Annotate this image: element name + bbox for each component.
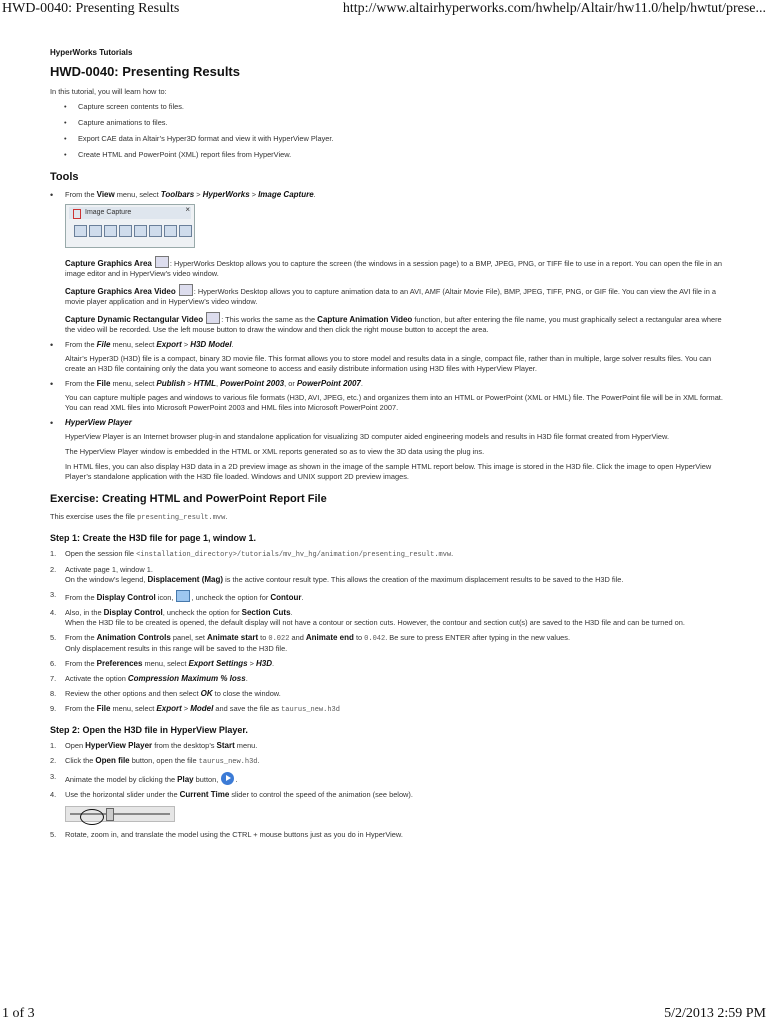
text-fragment: , uncheck the option for — [162, 608, 242, 617]
text-fragment: menu, select — [142, 659, 189, 668]
list-item — [50, 608, 730, 628]
print-footer — [0, 1006, 768, 1024]
text-fragment: Contour — [270, 593, 302, 602]
close-icon[interactable]: × — [185, 205, 190, 214]
text-fragment: > — [181, 340, 191, 349]
text-fragment: HyperWorks — [202, 190, 250, 199]
h3d-desc: Altair’s Hyper3D (H3D) file is a compact, binary 3D movie file. This format allows you to store model and results data in a single, compact file, rather than in multiple, large solver results files. You can create an H3D file containing only the data you want someone to access and easily distribute information using H3D files with HyperView Player. — [65, 354, 712, 373]
text-fragment: Animate start — [207, 633, 259, 642]
text-fragment: Current Time — [179, 790, 230, 799]
text-fragment: . — [313, 190, 316, 199]
text-fragment: Display Control — [103, 608, 163, 617]
text-fragment: Open — [65, 741, 86, 750]
list-item — [50, 772, 730, 785]
capture-dynamic-icon — [206, 312, 220, 324]
text-fragment: When the H3D file to be created is opened, the default display will not have a contour or section cuts. However, the contour and section cut(s) are saved to the H3D file and can be turned on. — [65, 618, 685, 627]
text-fragment: function, but after entering the file name, you must graphically select a rectangular area where the video will be recorded. Use the left mouse button to draw the window and then click the right mouse button to accept the area. — [65, 315, 722, 334]
tools-heading: Tools — [50, 171, 79, 183]
text-fragment: Activate the option — [65, 674, 128, 683]
page-number: 1 of 3 — [2, 1006, 35, 1021]
text-fragment: 5. — [50, 830, 57, 839]
text-fragment: > — [185, 379, 194, 388]
text-fragment: 4. — [50, 608, 57, 617]
text-fragment: > — [181, 704, 191, 713]
text-fragment: Preferences — [96, 659, 143, 668]
text-fragment: button, — [193, 775, 221, 784]
text-fragment: Publish — [156, 379, 186, 388]
header-url[interactable]: http://www.altairhyperworks.com/hwhelp/Altair/hw11.0/help/hwtut/prese... — [342, 1, 766, 16]
exercise-heading: Exercise: Creating HTML and PowerPoint Report File — [50, 493, 327, 505]
text-fragment: 6. — [50, 659, 57, 668]
text-fragment: : HyperWorks Desktop allows you to capture animation data to an AVI, AMF (Altair Movie File), BMP, JPEG, TIFF, PNG, or GIF file. You can view the AVI file in a movie player application and in HyperView’s video window. — [65, 287, 716, 306]
text-fragment: Toolbars — [160, 190, 195, 199]
text-fragment: From the — [65, 659, 97, 668]
exercise-intro — [50, 512, 730, 523]
text-fragment: HyperView Player — [65, 418, 132, 427]
text-fragment: . — [235, 775, 238, 784]
print-header — [0, 0, 768, 20]
text-fragment: Capture Graphics Area Video — [65, 287, 176, 296]
text-fragment: Click the — [65, 756, 96, 765]
text-fragment: PowerPoint 2007 — [296, 379, 361, 388]
view-menu-line — [50, 190, 730, 200]
step2-heading: Step 2: Open the H3D file in HyperView Player. — [50, 725, 248, 735]
text-fragment: . Be sure to press ENTER after typing in the new values. — [385, 633, 571, 642]
capture-area-icon[interactable] — [74, 225, 87, 237]
text-fragment: . — [245, 674, 248, 683]
text-fragment: Animate the model by clicking the — [65, 775, 178, 784]
text-fragment: . — [257, 756, 260, 765]
text-fragment: menu, select — [114, 190, 161, 199]
text-fragment: Export — [156, 704, 182, 713]
file-export-line — [50, 340, 730, 350]
capture-video-icon[interactable] — [119, 225, 132, 237]
text-fragment: File — [96, 379, 111, 388]
text-fragment: : HyperWorks Desktop allows you to capture the screen (the windows in a session page) to a BMP, JPEG, PNG, or TIFF file to use in a report. You can open the file in an image editor and in HyperView’s video window. — [65, 259, 723, 278]
text-fragment: . — [231, 340, 234, 349]
text-fragment: Section Cuts — [241, 608, 291, 617]
header-title: HWD-0040: Presenting Results — [2, 1, 180, 16]
player-line — [50, 418, 730, 428]
text-fragment: and save the file as — [213, 704, 282, 713]
text-fragment: menu, select — [110, 340, 157, 349]
text-fragment: icon, — [155, 593, 176, 602]
text-fragment: menu. — [234, 741, 258, 750]
text-fragment: , or — [284, 379, 297, 388]
text-fragment: menu, select — [110, 379, 157, 388]
text-fragment: to — [353, 633, 365, 642]
text-fragment: Compression Maximum % loss — [127, 674, 246, 683]
list-item — [50, 790, 730, 800]
text-fragment: 5. — [50, 633, 57, 642]
slider-thumb[interactable] — [106, 808, 114, 821]
text-fragment: 8. — [50, 689, 57, 698]
text-fragment: . — [451, 549, 454, 558]
text-fragment: taurus_new.h3d — [281, 706, 340, 714]
text-fragment: Capture Dynamic Rectangular Video — [65, 315, 204, 324]
text-fragment: H3D — [256, 659, 273, 668]
text-fragment: Play — [177, 775, 194, 784]
text-fragment: 9. — [50, 704, 57, 713]
text-fragment: > — [247, 659, 257, 668]
list-item: • Capture animations to files. — [78, 118, 730, 128]
text-fragment: Rotate, zoom in, and translate the model using the CTRL + mouse buttons just as you do in HyperView. — [65, 830, 403, 839]
text-fragment: PowerPoint 2003 — [220, 379, 285, 388]
play-icon[interactable] — [221, 772, 234, 785]
current-time-slider[interactable] — [65, 806, 175, 822]
text-fragment: OK — [200, 689, 213, 698]
capture-area-icon — [155, 256, 169, 268]
text-fragment: Use the horizontal slider under the — [65, 790, 180, 799]
text-fragment: panel, set — [170, 633, 207, 642]
text-fragment: 0.022 — [268, 635, 290, 643]
text-fragment: slider to control the speed of the animation (see below). — [229, 790, 413, 799]
text-fragment: > — [194, 190, 203, 199]
list-item — [50, 704, 730, 715]
capture-dynamic-icon[interactable] — [164, 225, 177, 237]
text-fragment: presenting_result.mvw — [137, 514, 226, 522]
text-fragment: Activate page 1, window 1. — [65, 565, 153, 574]
text-fragment: From the — [65, 633, 97, 642]
capture-options-icon[interactable] — [179, 225, 192, 237]
text-fragment: From the — [65, 190, 97, 199]
text-fragment: is the active contour result type. This allows the creation of the maximum displacement results to be saved to the H3D file. — [223, 575, 624, 584]
list-item — [50, 674, 730, 684]
text-fragment: Capture Animation Video — [317, 315, 413, 324]
text-fragment: Also, in the — [65, 608, 104, 617]
capture-video-icon — [179, 284, 193, 296]
player-desc: In HTML files, you can also display H3D data in a 2D preview image as shown in the image of the sample HTML report below. This image is stored in the H3D file. Click the image to open HyperView Player’s standalone application with the H3D file loaded. Windows and UNIX support 2D preview images. — [65, 462, 712, 481]
text-fragment: HTML — [193, 379, 216, 388]
list-item — [50, 659, 730, 669]
list-item — [50, 549, 730, 560]
capture-video-icon[interactable] — [104, 225, 117, 237]
text-fragment: File — [96, 704, 111, 713]
list-item — [50, 741, 730, 751]
display-control-icon — [176, 590, 190, 602]
text-fragment: 3. — [50, 590, 57, 599]
publish-desc: You can capture multiple pages and windows to various file formats (H3D, AVI, JPEG, etc.) and organizes them into an HTML or PowerPoint (XML or HML) file. The PowerPoint file will be in XML format. You can read XML files into Microsoft PowerPoint 2003 and HML files into Microsoft PowerPoint 2007. — [65, 393, 723, 412]
text-fragment: Only displacement results in this range will be saved to the H3D file. — [65, 644, 288, 653]
text-fragment: . — [360, 379, 363, 388]
player-desc: The HyperView Player window is embedded in the HTML or XML reports generated so as to view the 3D data using the plug ins. — [65, 447, 485, 456]
text-fragment: Export Settings — [188, 659, 248, 668]
text-fragment: From the — [65, 340, 97, 349]
text-fragment: 3. — [50, 772, 57, 781]
list-item — [50, 633, 730, 654]
text-fragment: On the window’s legend, — [65, 575, 148, 584]
text-fragment: . — [225, 512, 228, 521]
player-desc: HyperView Player is an Internet browser plug-in and standalone application for visualizing 3D computer aided engineering models and results in H3D file format created from HyperView. — [65, 432, 670, 441]
text-fragment: Animation Controls — [96, 633, 171, 642]
text-fragment: to — [258, 633, 269, 642]
capture-area-icon[interactable] — [89, 225, 102, 237]
capture-video-desc — [50, 284, 730, 307]
text-fragment: and — [289, 633, 306, 642]
list-item — [50, 565, 730, 585]
text-fragment: HyperView Player — [85, 741, 153, 750]
text-fragment: . — [272, 659, 275, 668]
image-capture-toolbar — [65, 204, 195, 248]
text-fragment: taurus_new.h3d — [198, 758, 258, 766]
intro-text: In this tutorial, you will learn how to: — [50, 87, 167, 96]
text-fragment: Model — [190, 704, 214, 713]
text-fragment: Image Capture — [258, 190, 314, 199]
toolbar-title: Image Capture — [69, 207, 191, 219]
text-fragment: 7. — [50, 674, 57, 683]
page-title: HWD-0040: Presenting Results — [50, 64, 240, 79]
text-fragment: 1. — [50, 741, 57, 750]
text-fragment: Open the session file — [65, 549, 137, 558]
list-item — [50, 756, 730, 767]
text-fragment: 2. — [50, 565, 57, 574]
text-fragment: From the — [65, 379, 97, 388]
text-fragment: Displacement (Mag) — [147, 575, 224, 584]
text-fragment: : This works the same as the — [221, 315, 318, 324]
list-item: • Export CAE data in Altair’s Hyper3D format and view it with HyperView Player. — [78, 134, 730, 144]
list-item — [50, 830, 730, 840]
text-fragment: H3D Model — [190, 340, 232, 349]
text-fragment: . — [301, 593, 304, 602]
text-fragment: Review the other options and then select — [65, 689, 201, 698]
print-datetime: 5/2/2013 2:59 PM — [664, 1006, 766, 1021]
capture-dynamic-icon[interactable] — [149, 225, 162, 237]
text-fragment: This exercise uses the file — [50, 512, 138, 521]
text-fragment: Animate end — [305, 633, 354, 642]
text-fragment: menu, select — [110, 704, 157, 713]
objectives-list — [50, 102, 730, 160]
text-fragment: File — [96, 340, 111, 349]
text-fragment: Display Control — [96, 593, 156, 602]
text-fragment: > — [249, 190, 259, 199]
text-fragment: 0.042 — [364, 635, 386, 643]
list-item — [50, 590, 730, 603]
text-fragment: From the — [65, 593, 97, 602]
text-fragment: Capture Graphics Area — [65, 259, 152, 268]
capture-dynamic-desc — [50, 312, 730, 335]
text-fragment: View — [96, 190, 115, 199]
text-fragment: Export — [156, 340, 182, 349]
text-fragment: <installation_directory>/tutorials/mv_hv_hg/animation/presenting_result.mvw — [136, 551, 452, 559]
text-fragment: . — [290, 608, 293, 617]
text-fragment: Start — [216, 741, 235, 750]
list-item: • Capture screen contents to files. — [78, 102, 730, 112]
text-fragment: to close the window. — [212, 689, 281, 698]
capture-area-desc — [50, 256, 730, 279]
document-body — [50, 48, 730, 845]
step1-heading: Step 1: Create the H3D file for page 1, window 1. — [50, 533, 257, 543]
list-item — [50, 689, 730, 699]
text-fragment: button, open the file — [129, 756, 199, 765]
publish-line — [50, 379, 730, 389]
text-fragment: Open file — [95, 756, 130, 765]
text-fragment: , — [215, 379, 221, 388]
text-fragment: , uncheck the option for — [191, 593, 271, 602]
text-fragment: 1. — [50, 549, 57, 558]
text-fragment: 2. — [50, 756, 57, 765]
brand-label: HyperWorks Tutorials — [50, 48, 133, 57]
text-fragment: From the — [65, 704, 97, 713]
highlight-circle — [80, 809, 104, 825]
capture-dynamic-icon[interactable] — [134, 225, 147, 237]
text-fragment: 4. — [50, 790, 57, 799]
list-item: • Create HTML and PowerPoint (XML) report files from HyperView. — [78, 150, 730, 160]
text-fragment: from the desktop’s — [152, 741, 217, 750]
